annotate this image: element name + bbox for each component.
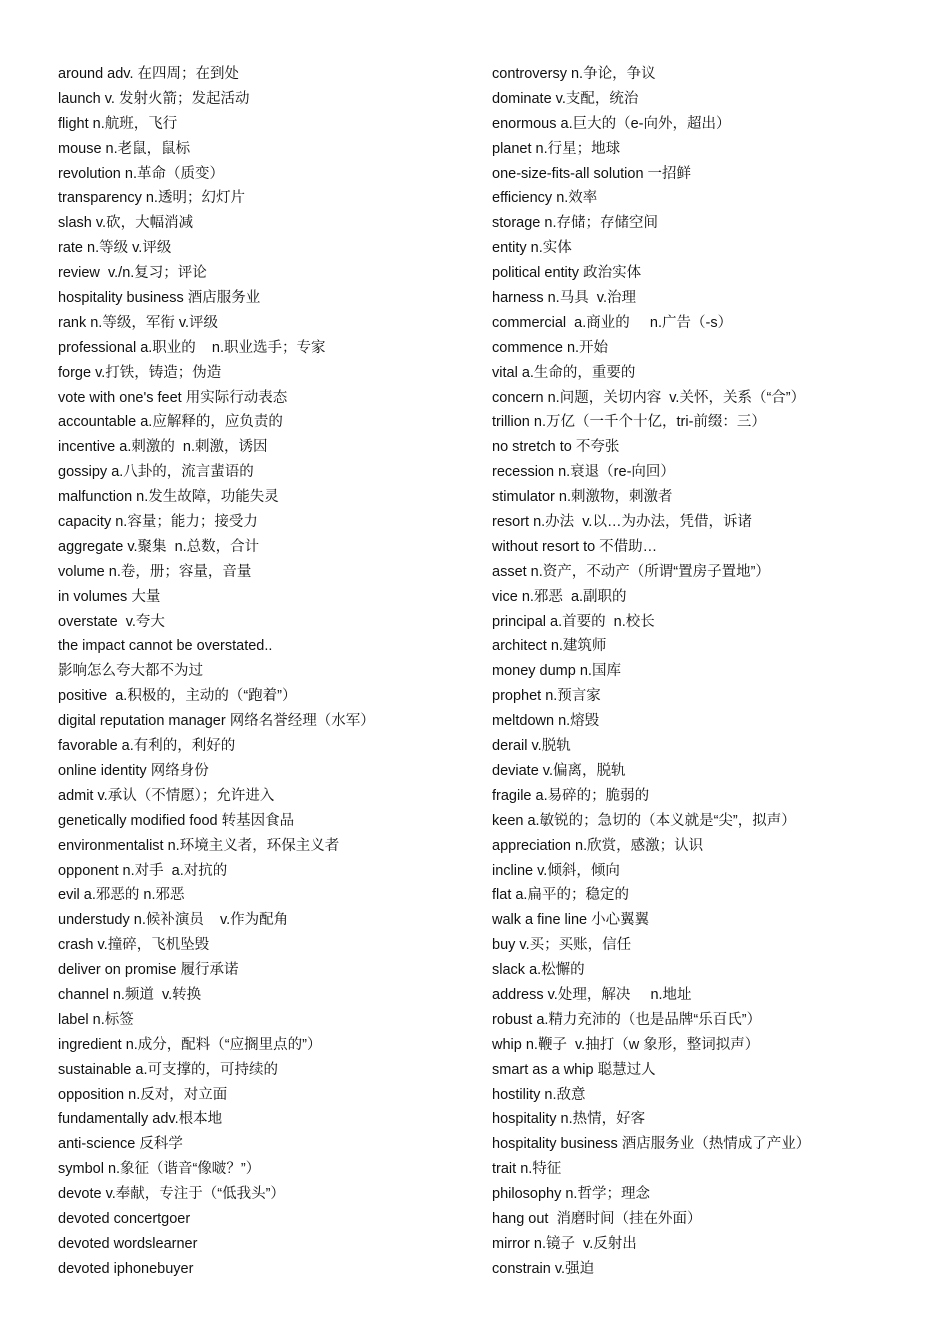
- vocab-entry: concern n.问题，关切内容 v.关怀，关系（“合”）: [492, 389, 806, 406]
- vocab-entry: crash v.撞碎，飞机坠毁: [58, 937, 210, 954]
- vocab-entry: favorable a.有利的，利好的: [58, 738, 236, 755]
- vocab-entry: devote v.奉献，专注于（“低我头”）: [58, 1186, 285, 1203]
- vocab-entry: efficiency n.效率: [492, 190, 598, 207]
- vocab-entry: meltdown n.熔毁: [492, 713, 600, 730]
- vocab-entry: appreciation n.欣赏，感激；认识: [492, 837, 704, 854]
- vocab-entry: trait n.特征: [492, 1161, 562, 1178]
- vocab-entry: around adv. 在四周；在到处: [58, 66, 240, 82]
- vocab-entry: digital reputation manager 网络名誉经理（水军）: [58, 713, 375, 730]
- vocab-entry: volume n.卷，册；容量，音量: [58, 563, 252, 580]
- vocab-entry: robust a.精力充沛的（也是品牌“乐百氏”）: [492, 1011, 762, 1028]
- vocab-entry: forge v.打铁，铸造；伪造: [58, 364, 222, 381]
- vocab-entry: mouse n.老鼠，鼠标: [58, 140, 191, 157]
- vocab-entry: aggregate v.聚集 n.总数，合计: [58, 538, 260, 555]
- vocab-entry: slash v.砍，大幅消减: [58, 215, 194, 232]
- vocab-entry: storage n.存储；存储空间: [492, 215, 658, 232]
- vocab-entry: capacity n.容量；能力；接受力: [58, 514, 258, 531]
- vocab-entry: keen a.敏锐的；急切的（本义就是“尖”，拟声）: [492, 812, 796, 829]
- vocab-entry: entity n.实体: [492, 240, 572, 257]
- vocab-entry: in volumes 大量: [58, 588, 161, 605]
- vocab-entry: fundamentally adv.根本地: [58, 1111, 223, 1128]
- vocab-entry: asset n.资产，不动产（所谓“置房子置地”）: [492, 563, 770, 580]
- vocab-entry: vital a.生命的，重要的: [492, 364, 636, 381]
- vocab-entry: hospitality business 酒店服务业: [58, 290, 261, 307]
- vocab-entry: political entity 政治实体: [492, 265, 642, 282]
- vocab-entry: sustainable a.可支撑的，可持续的: [58, 1061, 278, 1078]
- vocab-entry: gossipy a.八卦的，流言蜚语的: [58, 464, 254, 481]
- vocab-entry: constrain v.强迫: [492, 1260, 595, 1277]
- vocab-entry: anti-science 反科学: [58, 1136, 183, 1153]
- vocab-entry: principal a.首要的 n.校长: [492, 613, 655, 630]
- vocab-entry: devoted iphonebuyer: [58, 1260, 194, 1277]
- vocab-entry: transparency n.透明；幻灯片: [58, 190, 245, 207]
- vocab-entry: deliver on promise 履行承诺: [58, 962, 239, 979]
- vocab-entry: walk a fine line 小心翼翼: [492, 912, 650, 929]
- vocab-entry: overstate v.夸大: [58, 613, 165, 630]
- vocab-entry: fragile a.易碎的；脆弱的: [492, 787, 650, 804]
- vocab-entry: admit v.承认（不情愿）；允许进入: [58, 787, 275, 804]
- vocab-entry: hospitality n.热情，好客: [492, 1111, 646, 1128]
- vocab-entry: label n.标签: [58, 1011, 134, 1028]
- vocab-entry: smart as a whip 聪慧过人: [492, 1061, 656, 1078]
- vocab-entry: slack a.松懈的: [492, 962, 585, 979]
- vocab-entry: address v.处理，解决 n.地址: [492, 986, 692, 1003]
- vocab-entry: ingredient n.成分，配料（“应搁里点的”）: [58, 1036, 322, 1053]
- vocab-entry: dominate v.支配，统治: [492, 90, 639, 107]
- vocab-entry: commercial a.商业的 n.广告（-s）: [492, 314, 733, 331]
- left-column: [58, 62, 478, 1282]
- vocab-entry: resort n.办法 v.以…为办法，凭借，诉诸: [492, 514, 752, 531]
- vocab-entry: vice n.邪恶 a.副职的: [492, 588, 627, 605]
- vocab-entry: no stretch to 不夸张: [492, 439, 620, 456]
- vocab-entry: incline v.倾斜，倾向: [492, 862, 620, 879]
- vocab-entry: commence n.开始: [492, 339, 609, 356]
- vocab-entry: recession n.衰退（re-向回）: [492, 464, 675, 481]
- vocab-entry: mirror n.镜子 v.反射出: [492, 1235, 637, 1252]
- vocab-entry: hang out 消磨时间（挂在外面）: [492, 1210, 702, 1227]
- vocab-entry: planet n.行星；地球: [492, 140, 621, 157]
- vocab-entry: hostility n.敌意: [492, 1086, 586, 1103]
- vocab-entry: stimulator n.刺激物，刺激者: [492, 489, 673, 506]
- vocab-entry: genetically modified food 转基因食品: [58, 812, 295, 829]
- vocab-entry: rank n.等级，军衔 v.评级: [58, 314, 219, 331]
- vocab-entry: professional a.职业的 n.职业选手；专家: [58, 339, 326, 356]
- vocab-entry: enormous a.巨大的（e-向外，超出）: [492, 115, 731, 132]
- vocab-entry: positive a.积极的，主动的（“跑着”）: [58, 688, 297, 705]
- vocab-entry: symbol n.象征（谐音“像啵？”）: [58, 1161, 261, 1178]
- vocab-entry: prophet n.预言家: [492, 688, 601, 705]
- vocab-entry: architect n.建筑师: [492, 638, 607, 655]
- vocab-entry: the impact cannot be overstated..: [58, 638, 273, 655]
- vocab-entry: understudy n.候补演员 v.作为配角: [58, 912, 289, 929]
- vocab-entry: devoted wordslearner: [58, 1235, 198, 1252]
- vocab-entry: malfunction n.发生故障，功能失灵: [58, 489, 279, 506]
- vocab-entry: flight n.航班，飞行: [58, 115, 178, 132]
- vocab-entry: 影响怎么夸大都不为过: [58, 663, 203, 680]
- vocab-entry: flat a.扁平的；稳定的: [492, 887, 629, 904]
- vocab-entry: hospitality business 酒店服务业（热情成了产业）: [492, 1136, 811, 1153]
- vocab-entry: trillion n.万亿（一千个十亿，tri-前缀：三）: [492, 414, 766, 431]
- vocab-entry: one-size-fits-all solution 一招鲜: [492, 165, 692, 182]
- vocab-entry: channel n.频道 v.转换: [58, 986, 202, 1003]
- vocab-entry: without resort to 不借助…: [492, 538, 658, 555]
- vocab-entry: opposition n.反对，对立面: [58, 1086, 228, 1103]
- vocab-entry: philosophy n.哲学；理念: [492, 1186, 650, 1203]
- vocab-entry: rate n.等级 v.评级: [58, 240, 172, 257]
- vocab-entry: vote with one's feet 用实际行动表态: [58, 389, 288, 406]
- right-column: [492, 62, 912, 1282]
- vocab-entry: online identity 网络身份: [58, 762, 209, 779]
- vocab-entry: buy v.买；买账，信任: [492, 937, 632, 954]
- vocab-entry: devoted concertgoer: [58, 1210, 191, 1227]
- vocab-entry: opponent n.对手 a.对抗的: [58, 862, 228, 879]
- vocab-entry: controversy n.争论，争议: [492, 66, 656, 82]
- vocab-entry: launch v. 发射火箭；发起活动: [58, 90, 250, 107]
- vocab-entry: evil a.邪恶的 n.邪恶: [58, 887, 185, 904]
- vocab-entry: environmentalist n.环境主义者，环保主义者: [58, 837, 340, 854]
- vocab-entry: harness n.马具 v.治理: [492, 290, 636, 307]
- vocab-entry: deviate v.偏离，脱轨: [492, 762, 626, 779]
- vocab-entry: incentive a.刺激的 n.刺激，诱因: [58, 439, 268, 456]
- vocab-entry: money dump n.国库: [492, 663, 621, 680]
- vocab-entry: review v./n.复习；评论: [58, 265, 207, 282]
- vocab-entry: whip n.鞭子 v.抽打（w 象形，整词拟声）: [492, 1036, 760, 1053]
- vocab-entry: derail v.脱轨: [492, 738, 571, 755]
- vocab-entry: accountable a.应解释的，应负责的: [58, 414, 283, 431]
- vocab-entry: revolution n.革命（质变）: [58, 165, 224, 182]
